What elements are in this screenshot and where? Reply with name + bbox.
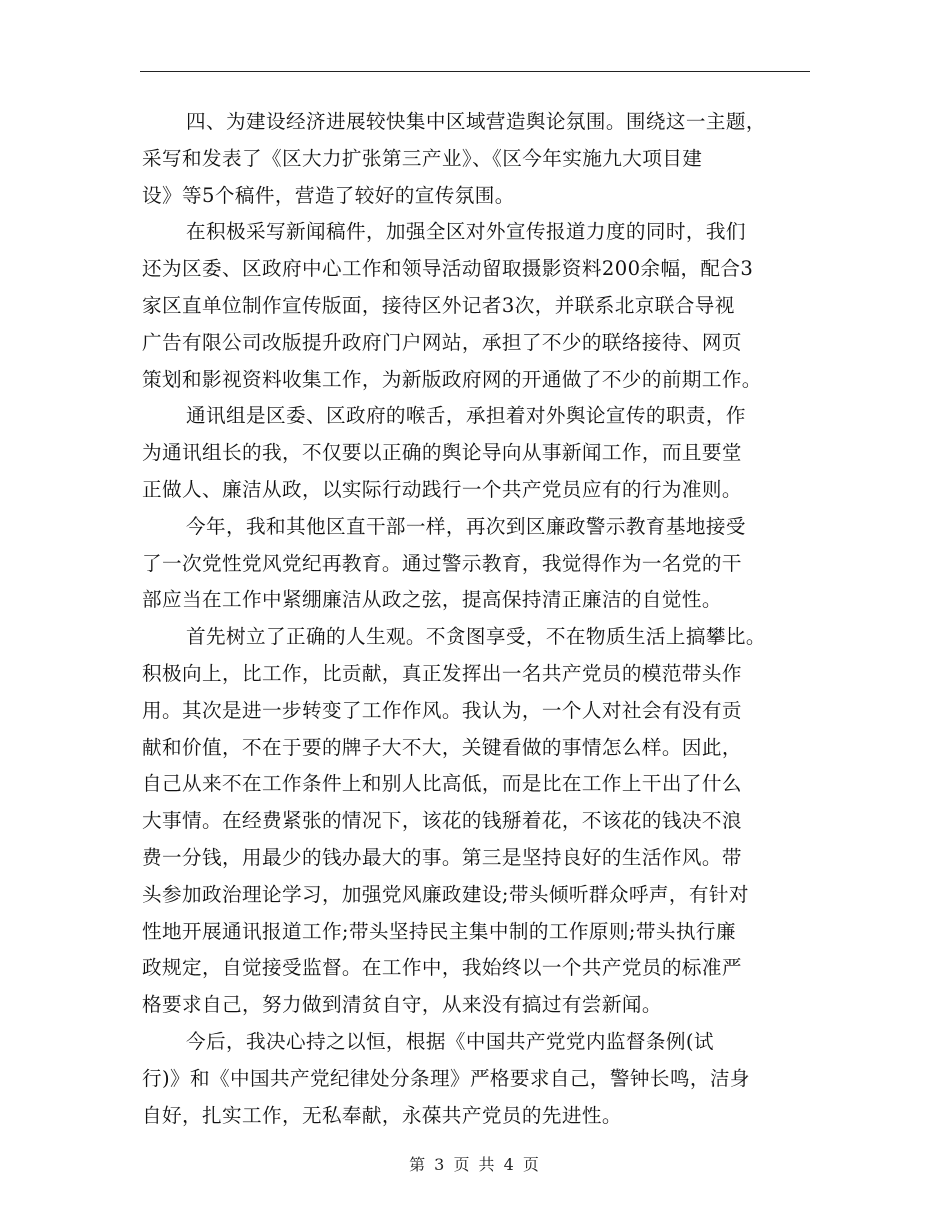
- text-line: 为通讯组长的我，不仅要以正确的舆论导向从事新闻工作，而且要堂: [142, 441, 742, 465]
- text-line: 还为区委、区政府中心工作和领导活动留取摄影资料200余幅，配合3: [142, 257, 754, 281]
- text-line: 行)》和《中国共产党纪律处分条理》严格要求自己，警钟长鸣，洁身: [142, 1066, 750, 1090]
- text-line: 今年，我和其他区直干部一样，再次到区廉政警示教育基地接受: [186, 514, 746, 538]
- text-line: 广告有限公司改版提升政府门户网站，承担了不少的联络接待、网页: [142, 330, 742, 354]
- text-line: 了一次党性党风党纪再教育。通过警示教育，我觉得作为一名党的干: [142, 551, 742, 575]
- text-line: 性地开展通讯报道工作;带头坚持民主集中制的工作原则;带头执行廉: [142, 919, 736, 943]
- text-line: 今后，我决心持之以恒，根据《中国共产党党内监督条例(试: [186, 1029, 714, 1053]
- text-line: 策划和影视资料收集工作，为新版政府网的开通做了不少的前期工作。: [142, 367, 762, 391]
- page-number: 第 3 页 共 4 页: [409, 1155, 541, 1174]
- text-line: 设》等5个稿件，营造了较好的宣传氛围。: [142, 183, 515, 207]
- text-line: 在积极采写新闻稿件，加强全区对外宣传报道力度的同时，我们: [186, 220, 746, 244]
- text-line: 格要求自己，努力做到清贫自守，从来没有搞过有尝新闻。: [142, 993, 662, 1017]
- text-line: 部应当在工作中紧绷廉洁从政之弦，提高保持清正廉洁的自觉性。: [142, 588, 722, 612]
- text-line: 头参加政治理论学习，加强党风廉政建设;带头倾听群众呼声，有针对: [142, 882, 749, 906]
- text-line: 自好，扎实工作，无私奉献，永葆共产党员的先进性。: [142, 1103, 622, 1127]
- text-line: 采写和发表了《区大力扩张第三产业》、《区今年实施九大项目建: [142, 146, 703, 170]
- text-line: 通讯组是区委、区政府的喉舌，承担着对外舆论宣传的职责，作: [186, 404, 746, 428]
- text-line: 政规定，自觉接受监督。在工作中，我始终以一个共产党员的标准严: [142, 956, 742, 980]
- text-line: 自己从来不在工作条件上和别人比高低，而是比在工作上干出了什么: [142, 772, 742, 796]
- text-line: 家区直单位制作宣传版面，接待区外记者3次，并联系北京联合导视: [142, 293, 735, 317]
- header-rule: [140, 71, 810, 72]
- text-line: 大事情。在经费紧张的情况下，该花的钱掰着花，不该花的钱决不浪: [142, 809, 742, 833]
- text-line: 四、为建设经济进展较快集中区域营造舆论氛围。围绕这一主题，: [186, 110, 766, 133]
- text-line: 正做人、廉洁从政，以实际行动践行一个共产党员应有的行为准则。: [142, 477, 742, 501]
- document-body: [142, 104, 822, 1134]
- text-line: 献和价值，不在于要的牌子大不大，关键看做的事情怎么样。因此，: [142, 735, 742, 759]
- text-line: 用。其次是进一步转变了工作作风。我认为，一个人对社会有没有贡: [142, 698, 742, 722]
- text-line: 费一分钱，用最少的钱办最大的事。第三是坚持良好的生活作风。带: [142, 845, 742, 869]
- text-line: 首先树立了正确的人生观。不贪图享受，不在物质生活上搞攀比。: [186, 625, 766, 649]
- text-line: 积极向上，比工作，比贡献，真正发挥出一名共产党员的模范带头作: [142, 661, 742, 685]
